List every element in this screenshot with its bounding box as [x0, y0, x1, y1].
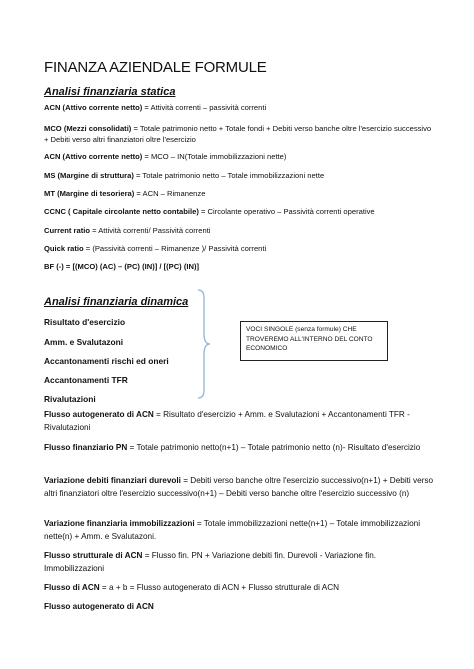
note-box: VOCI SINGOLE (senza formule) CHE TROVEREMO ALL'INTERNO DEL CONTO ECONOMICO — [240, 321, 388, 361]
formula-body: = ACN – Rimanenze — [134, 189, 206, 198]
formula-term: MS (Margine di struttura) — [44, 171, 134, 180]
formula-term: Flusso finanziario PN — [44, 443, 128, 452]
formula-line — [44, 188, 436, 199]
formula-line — [44, 442, 436, 455]
formula-body: = Risultato d'esercizio + Amm. e Svalutazioni + Accantonamenti TFR - Rivalutazioni — [44, 410, 410, 432]
list-item: Accantonamenti rischi ed oneri — [44, 356, 169, 366]
formula-line — [44, 261, 436, 272]
formula-body: = (Passività correnti – Rimanenze )/ Passività correnti — [83, 244, 267, 253]
formula-term: Flusso di ACN — [44, 583, 100, 592]
formula-line — [44, 409, 436, 434]
formula-body: = Attività correnti/ Passività correnti — [90, 226, 211, 235]
formula-term: Flusso autogenerato di ACN — [44, 410, 154, 419]
formula-body: = Totale patrimonio netto(n+1) – Totale patrimonio netto (n)- Risultato d'esercizio — [127, 443, 421, 452]
formula-body: = Totale patrimonio netto – Totale immobilizzazioni nette — [133, 171, 325, 180]
formula-body: = MCO – IN(Totale immobilizzazioni nette) — [142, 152, 287, 161]
formula-body: = Flusso fin. PN + Variazione debiti fin. Durevoli - Variazione fin. Immobilizzazioni — [44, 551, 377, 573]
formula-term: Flusso autogenerato di ACN — [44, 602, 154, 611]
formula-term: MCO (Mezzi consolidati) — [44, 124, 132, 133]
document-title: FINANZA AZIENDALE FORMULE — [44, 59, 267, 76]
formula-term: MT (Margine di tesoriera) — [44, 189, 135, 198]
formula-line — [44, 206, 436, 217]
formula-line — [44, 151, 436, 162]
formula-body: = Totale immobilizzazioni nette(n+1) – Totale immobilizzazioni nette(n) + Amm. e Svalutazoni. — [44, 519, 421, 541]
list-item: Amm. e Svalutazoni — [44, 337, 124, 347]
formula-line — [44, 601, 436, 614]
formula-line — [44, 123, 436, 145]
formula-body: = Attività correnti – passività correnti — [142, 103, 267, 112]
formula-body: = Totale patrimonio netto + Totale fondi + Debiti verso banche oltre l'esercizio successivo + Debiti verso altri finanziatori oltre l'esercizio — [44, 124, 432, 144]
formula-line — [44, 225, 436, 236]
formula-term: ACN (Attivo corrente netto) — [44, 152, 143, 161]
formula-term: CCNC ( Capitale circolante netto contabile) — [44, 207, 199, 216]
list-item: Risultato d'esercizio — [44, 317, 126, 327]
formula-term: Variazione finanziaria immobilizzazioni — [44, 519, 195, 528]
formula-line — [44, 243, 436, 254]
formula-term: ACN (Attivo corrente netto) — [44, 103, 143, 112]
formula-term: Quick ratio — [44, 244, 84, 253]
static-analysis-heading: Analisi finanziaria statica — [44, 86, 176, 98]
formula-body: = Debiti verso banche oltre l'esercizio successivo(n+1) + Debiti verso altri finanziatori oltre l'esercizio successivo(n+1) – Debiti verso banche oltre l'esercizio successivo (n) — [44, 476, 434, 498]
formula-term: Flusso strutturale di ACN — [44, 551, 143, 560]
formula-term: Current ratio — [44, 226, 90, 235]
formula-body: = a + b = Flusso autogenerato di ACN + Flusso strutturale di ACN — [99, 583, 340, 592]
list-item: Accantonamenti TFR — [44, 375, 128, 385]
formula-line — [44, 170, 436, 181]
dynamic-analysis-heading: Analisi finanziaria dinamica — [44, 296, 189, 308]
formula-line — [44, 582, 436, 595]
formula-line — [44, 550, 436, 575]
formula-line — [44, 518, 436, 543]
formula-term: Variazione debiti finanziari durevoli — [44, 476, 181, 485]
formula-line — [44, 475, 436, 500]
curly-brace-icon — [194, 288, 214, 400]
list-item: Rivalutazioni — [44, 394, 96, 404]
formula-line — [44, 102, 436, 113]
formula-term: BF (-) = [(MCO) (AC) – (PC) (IN)] / [(PC) (IN)] — [44, 262, 200, 271]
formula-body: = Circolante operativo – Passività correnti operative — [198, 207, 375, 216]
